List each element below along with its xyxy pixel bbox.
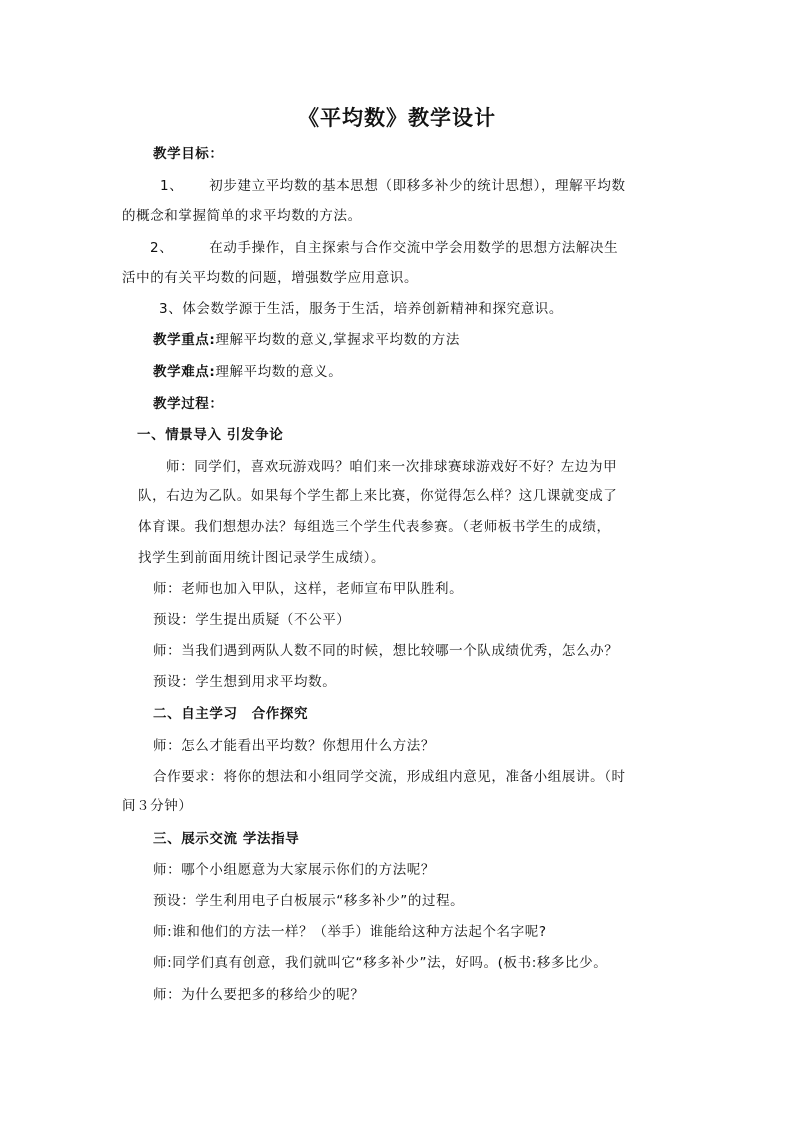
document-title: 《平均数》教学设计 (298, 105, 496, 130)
section-3-teacher-line-1: 师：哪个小组愿意为大家展示你们的方法呢？ (153, 862, 435, 878)
section-2-requirement-line-2: 间３分钟） (122, 798, 193, 814)
section-2-heading: 二、自主学习 合作探究 (153, 706, 309, 722)
difficulty-label: 教学难点: (153, 364, 216, 380)
section-1-presumption-1: 预设：学生提出质疑（不公平） (153, 612, 351, 628)
section-1-paragraph-line-1: 师：同学们，喜欢玩游戏吗？咱们来一次排球赛球游戏好不好？左边为甲 (166, 459, 618, 475)
objective-2-line-1 (150, 238, 618, 258)
key-point (153, 330, 460, 350)
section-1-presumption-2: 预设：学生想到用求平均数。 (153, 674, 337, 690)
section-2-requirement-line-1: 合作要求：将你的想法和小组同学交流，形成组内意见，准备小组展讲。（时 (153, 769, 626, 785)
objective-2-text: 在动手操作，自主探索与合作交流中学会用数学的思想方法解决生 (209, 240, 619, 256)
section-1-paragraph-line-3: 体育课。我们想想办法？每组选三个学生代表参赛。（老师板书学生的成绩， (138, 519, 611, 535)
key-point-text: 理解平均数的意义,掌握求平均数的方法 (215, 332, 460, 348)
objectives-heading: 教学目标： (153, 146, 224, 162)
objective-2-number: 2、 (150, 240, 174, 256)
objective-1-number: 1、 (160, 178, 184, 194)
section-3-teacher-line-4: 师：为什么要把多的移给少的呢？ (153, 987, 365, 1003)
section-1-heading: 一、情景导入 引发争论 (137, 427, 284, 443)
objective-3: 3、体会数学源于生活，服务于生活，培养创新精神和探究意识。 (159, 301, 563, 317)
section-2-teacher-line: 师：怎么才能看出平均数？你想用什么方法？ (153, 738, 435, 754)
section-1-teacher-line-2: 师：老师也加入甲队，这样，老师宣布甲队胜利。 (153, 581, 464, 597)
objective-1-text: 初步建立平均数的基本思想（即移多补少的统计思想），理解平均数 (209, 178, 626, 194)
objective-1-line-2: 的概念和掌握简单的求平均数的方法。 (122, 208, 362, 224)
section-3-teacher-line-2: 师:谁和他们的方法一样？（举手）谁能给这种方法起个名字呢? (153, 924, 547, 940)
section-1-paragraph-line-4: 找学生到前面用统计图记录学生成绩）。 (138, 550, 386, 566)
section-3-heading: 三、展示交流 学法指导 (153, 831, 300, 847)
section-1-paragraph-line-2: 队，右边为乙队。如果每个学生都上来比赛，你觉得怎么样？这几课就变成了 (138, 488, 618, 504)
difficulty-text: 理解平均数的意义。 (215, 364, 343, 380)
key-point-label: 教学重点: (153, 332, 216, 348)
section-3-teacher-line-3: 师:同学们真有创意，我们就叫它“移多补少”法，好吗。(板书:移多比少。 (153, 955, 608, 971)
section-1-teacher-line-3: 师：当我们遇到两队人数不同的时候，想比较哪一个队成绩优秀，怎么办？ (153, 643, 619, 659)
objective-1-line-1 (160, 176, 626, 196)
difficulty-point (153, 362, 342, 382)
section-3-presumption: 预设：学生利用电子白板展示“移多补少”的过程。 (153, 893, 465, 909)
process-heading: 教学过程： (153, 396, 224, 412)
objective-2-line-2: 活中的有关平均数的问题，增强数学应用意识。 (122, 270, 419, 286)
